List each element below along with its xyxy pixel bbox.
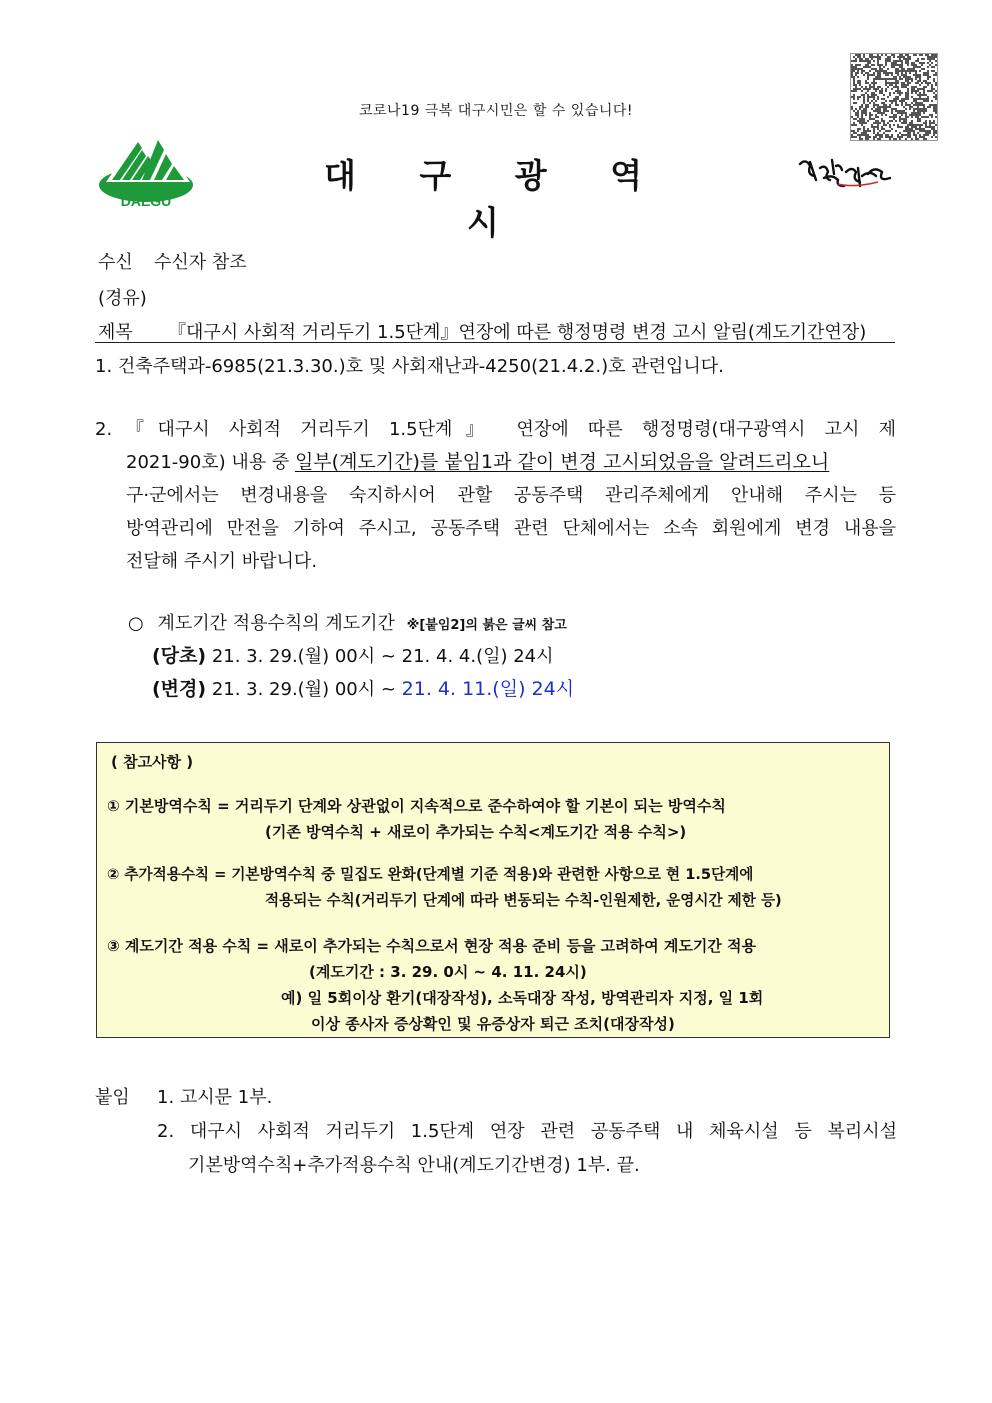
bullet-circle-icon: ○ (128, 613, 144, 634)
header-divider (95, 342, 895, 343)
calligraphy-icon (796, 154, 896, 194)
logo-text: DAEGU (120, 193, 172, 209)
paragraph-2-underlined-text: 일부(계도기간)를 붙임1과 같이 변경 고시되었음을 알려드리오니 (294, 451, 830, 473)
qr-code (850, 53, 938, 141)
attachments-label: 붙임 (95, 1087, 130, 1108)
reference-item-3-line-2: (계도기간 : 3. 29. 0시 ~ 4. 11. 24시) (309, 963, 587, 981)
slogan: 코로나19 극복 대구시민은 할 수 있습니다! (358, 103, 634, 119)
reference-item-2-line-2: 적용되는 수칙(거리두기 단계에 따라 변동되는 수칙-인원제한, 운영시간 제한 등) (265, 892, 782, 909)
recipient-label: 수신 (98, 252, 133, 273)
via-row (98, 284, 147, 310)
reference-item-1-line-2: (기존 방역수칙 + 새로이 추가되는 수칙<계도기간 적용 수칙>) (265, 823, 687, 841)
period-title-row (128, 607, 567, 642)
reference-item-2-line-1: ② 추가적용수칙 = 기본방역수칙 중 밀집도 완화(단계별 기준 적용)와 관련한 사항으로 현 1.5단계에 (107, 866, 754, 883)
period-original-label: (당초) (152, 645, 207, 667)
paragraph-2-line-3: 구·군에서는 변경내용을 숙지하시어 관할 공동주택 관리주체에게 안내해 주시는 등 (126, 485, 896, 506)
paragraph-2-line-4: 방역관리에 만전을 기하여 주시고, 공동주택 관련 단체에서는 소속 회원에게 변경 내용을 (126, 518, 896, 539)
paragraph-2-line-5: 전달해 주시기 바랍니다. (126, 551, 318, 572)
brand-signature-image (796, 154, 896, 194)
period-changed-label: (변경) (152, 678, 207, 700)
mountain-logo-icon (98, 130, 194, 212)
paragraph-1: 1. 건축주택과-6985(21.3.30.)호 및 사회재난과-4250(21.4.2.)호 관련입니다. (95, 356, 724, 377)
reference-item-3-line-1: ③ 계도기간 적용 수칙 = 새로이 추가되는 수칙으로서 현장 적용 준비 등을 고려하여 계도기간 적용 (107, 937, 757, 955)
period-changed-value-new: 21. 4. 11.(일) 24시 (401, 678, 575, 700)
subject-row (98, 318, 866, 344)
daegu-logo (98, 130, 194, 212)
reference-title: ( 참고사항 ) (111, 753, 194, 771)
reference-box (96, 742, 890, 1038)
recipient-row (98, 248, 247, 274)
period-changed-row (152, 673, 574, 706)
reference-item-3-line-4: 이상 종사자 증상확인 및 유증상자 퇴근 조치(대장작성) (311, 1015, 675, 1033)
subject-value: 『대구시 사회적 거리두기 1.5단계』연장에 따른 행정명령 변경 고시 알림(계도기간연장) (168, 322, 867, 343)
period-note: ※[붙임2]의 붉은 글씨 참고 (406, 618, 567, 633)
attachment-item-1: 1. 고시문 1부. (157, 1087, 273, 1108)
period-original-value: 21. 3. 29.(월) 00시 ~ 21. 4. 4.(일) 24시 (211, 646, 554, 667)
recipient-value: 수신자 참조 (154, 252, 247, 273)
reference-item-1-line-1: ① 기본방역수칙 = 거리두기 단계와 상관없이 지속적으로 준수하여야 할 기본이 되는 방역수칙 (107, 797, 726, 815)
paragraph-2-line-2-prefix: 2021-90호) 내용 중 (126, 452, 295, 473)
paragraph-2-line-2 (126, 446, 896, 479)
attachment-item-2-line-2: 기본방역수칙+추가적용수칙 안내(계도기간변경) 1부. 끝. (188, 1155, 640, 1176)
reference-item-3-line-3: 예) 일 5회이상 환기(대장작성), 소독대장 작성, 방역관리자 지정, 일 1회 (281, 989, 764, 1007)
attachment-item-2-line-1: 2. 대구시 사회적 거리두기 1.5단계 연장 관련 공동주택 내 체육시설 등 복리시설 (157, 1121, 897, 1142)
organization-name: 대 구 광 역 시 (324, 156, 668, 242)
period-title: 계도기간 적용수칙의 계도기간 (157, 613, 395, 634)
period-changed-value-prefix: 21. 3. 29.(월) 00시 ~ (211, 679, 402, 700)
via-label: (경유) (98, 288, 147, 309)
subject-label: 제목 (98, 322, 133, 343)
paragraph-2-line-1: 『대구시 사회적 거리두기 1.5단계』 연장에 따른 행정명령(대구광역시 고시 제 (126, 419, 896, 440)
paragraph-2-number: 2. (95, 419, 113, 440)
period-original-row (152, 640, 554, 673)
